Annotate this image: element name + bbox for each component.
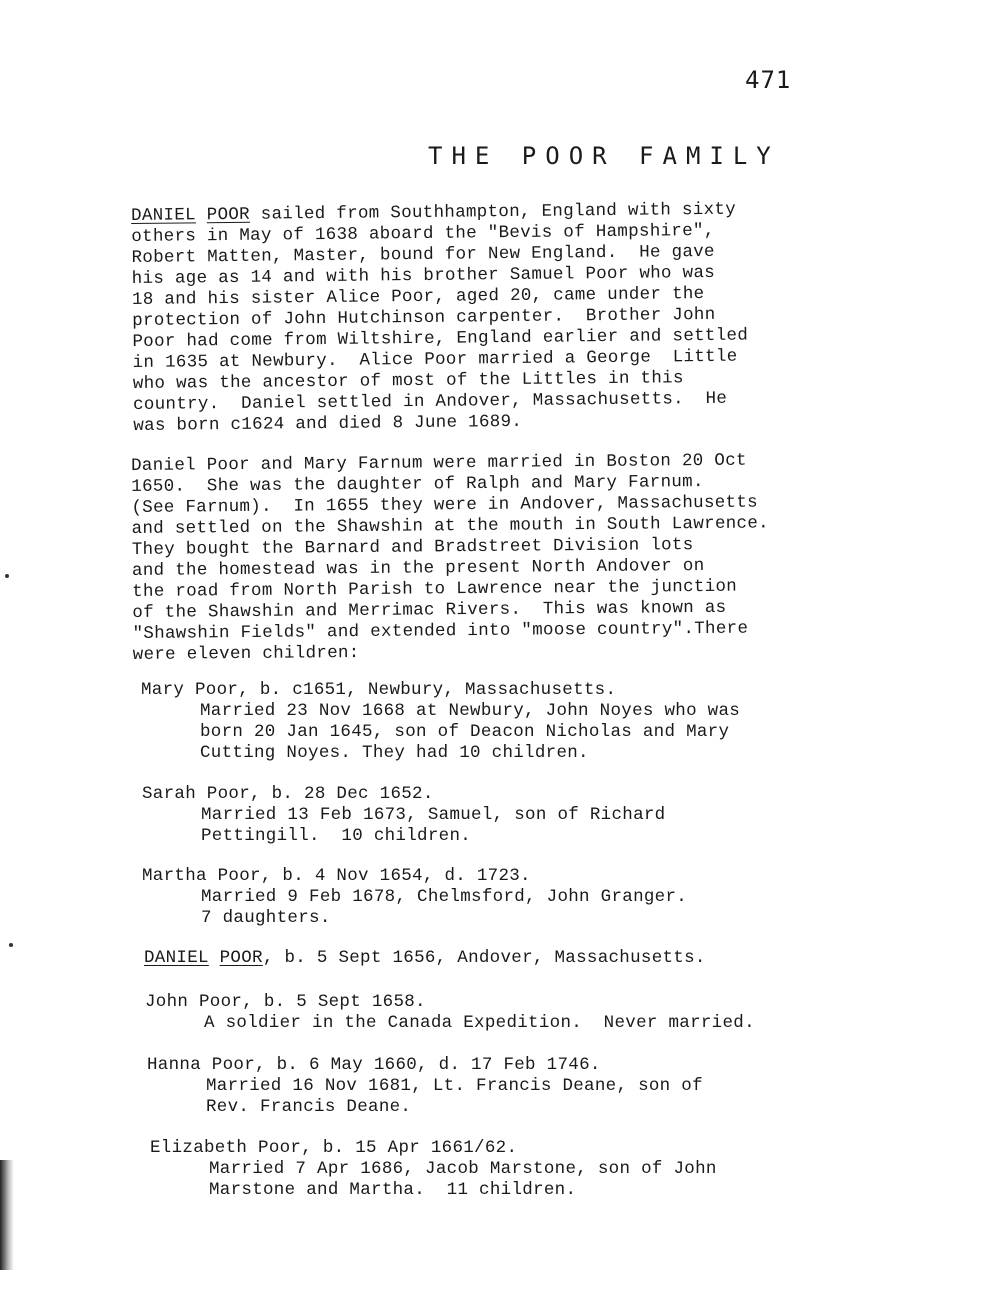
child-entry-head: Mary Poor, b. c1651, Newbury, Massachusetts. — [141, 680, 617, 700]
scan-speck — [9, 943, 13, 947]
intro-line: his age as 14 and with his brother Samuel Poor who was — [131, 262, 716, 289]
intro-line: protection of John Hutchinson carpenter. Brother John — [132, 304, 716, 331]
child-entry-head-rest: , b. 5 Sept 1656, Andover, Massachusetts. — [262, 948, 706, 968]
child-entry-detail: Married 7 Apr 1686, Jacob Marstone, son of John — [209, 1159, 717, 1179]
child-entry-detail: Married 13 Feb 1673, Samuel, son of Richard — [201, 805, 666, 825]
intro-line-1-rest: sailed from Southhampton, England with sixty — [249, 199, 737, 225]
underlined-name-last: POOR — [219, 948, 263, 968]
child-entry-daniel — [144, 948, 706, 969]
child-entry-head: Sarah Poor, b. 28 Dec 1652. — [142, 784, 434, 804]
marriage-line: "Shawshin Fields" and extended into "moose country".There — [132, 618, 749, 644]
child-entry-mary — [141, 680, 740, 764]
child-entry-detail: Marstone and Martha. 11 children. — [209, 1180, 577, 1200]
child-entry-detail: 7 daughters. — [201, 908, 331, 928]
intro-line: in 1635 at Newbury. Alice Poor married a George Little — [132, 346, 738, 373]
child-entry-head: Elizabeth Poor, b. 15 Apr 1661/62. — [150, 1138, 518, 1158]
marriage-line: Daniel Poor and Mary Farnum were married in Boston 20 Oct — [131, 450, 747, 476]
page-title: THE POOR FAMILY — [428, 142, 780, 170]
child-entry-head: Martha Poor, b. 4 Nov 1654, d. 1723. — [142, 866, 531, 886]
child-entry-head — [144, 948, 706, 969]
intro-paragraph — [131, 198, 853, 437]
child-entry-detail: Cutting Noyes. They had 10 children. — [200, 743, 589, 763]
underlined-name-last: POOR — [206, 204, 251, 226]
underlined-name-first: DANIEL — [131, 205, 197, 226]
marriage-paragraph — [131, 450, 853, 666]
child-entry-elizabeth — [150, 1138, 717, 1201]
child-entry-detail: Married 23 Nov 1668 at Newbury, John Noyes who was — [200, 701, 741, 721]
scan-speck — [5, 574, 9, 578]
intro-line: others in May of 1638 aboard the "Bevis of Hampshire", — [131, 220, 715, 247]
intro-line: country. Daniel settled in Andover, Massachusetts. He — [132, 388, 728, 415]
marriage-line: They bought the Barnard and Bradstreet Division lots — [131, 535, 694, 560]
child-entry-detail: born 20 Jan 1645, son of Deacon Nicholas and Mary — [200, 722, 730, 742]
intro-line: was born c1624 and died 8 June 1689. — [133, 411, 523, 436]
marriage-line: (See Farnum). In 1655 they were in Andover, Massachusetts — [131, 492, 759, 518]
intro-line: Poor had come from Wiltshire, England earlier and settled — [132, 325, 749, 352]
marriage-line: of the Shawshin and Merrimac Rivers. This was known as — [132, 597, 727, 623]
child-entry-john — [145, 992, 755, 1034]
marriage-line: 1650. She was the daughter of Ralph and Mary Farnum. — [131, 472, 704, 497]
child-entry-sarah — [142, 784, 665, 847]
page-number: 471 — [745, 66, 792, 94]
marriage-line: and the homestead was in the present North Andover on — [131, 556, 705, 581]
scan-edge-shadow — [0, 1160, 14, 1270]
child-entry-martha — [142, 866, 687, 929]
child-entry-detail: Pettingill. 10 children. — [201, 826, 472, 846]
child-entry-detail: Rev. Francis Deane. — [206, 1097, 412, 1117]
intro-line: 18 and his sister Alice Poor, aged 20, came under the — [131, 284, 705, 310]
marriage-line: and settled on the Shawshin at the mouth in South Lawrence. — [131, 513, 770, 539]
child-entry-detail: A soldier in the Canada Expedition. Never married. — [204, 1013, 755, 1033]
child-entry-hanna — [147, 1055, 703, 1118]
marriage-line: the road from North Parish to Lawrence near the junction — [132, 576, 738, 602]
underlined-name-first: DANIEL — [144, 948, 209, 968]
child-entry-head: Hanna Poor, b. 6 May 1660, d. 17 Feb 1746. — [147, 1055, 601, 1075]
marriage-line: were eleven children: — [132, 643, 360, 665]
child-entry-head: John Poor, b. 5 Sept 1658. — [145, 992, 426, 1012]
child-entry-detail: Married 16 Nov 1681, Lt. Francis Deane, son of — [206, 1076, 703, 1096]
child-entry-detail: Married 9 Feb 1678, Chelmsford, John Granger. — [201, 887, 688, 907]
intro-line: Robert Matten, Master, bound for New England. He gave — [131, 241, 715, 268]
intro-line: who was the ancestor of most of the Littles in this — [132, 368, 684, 394]
